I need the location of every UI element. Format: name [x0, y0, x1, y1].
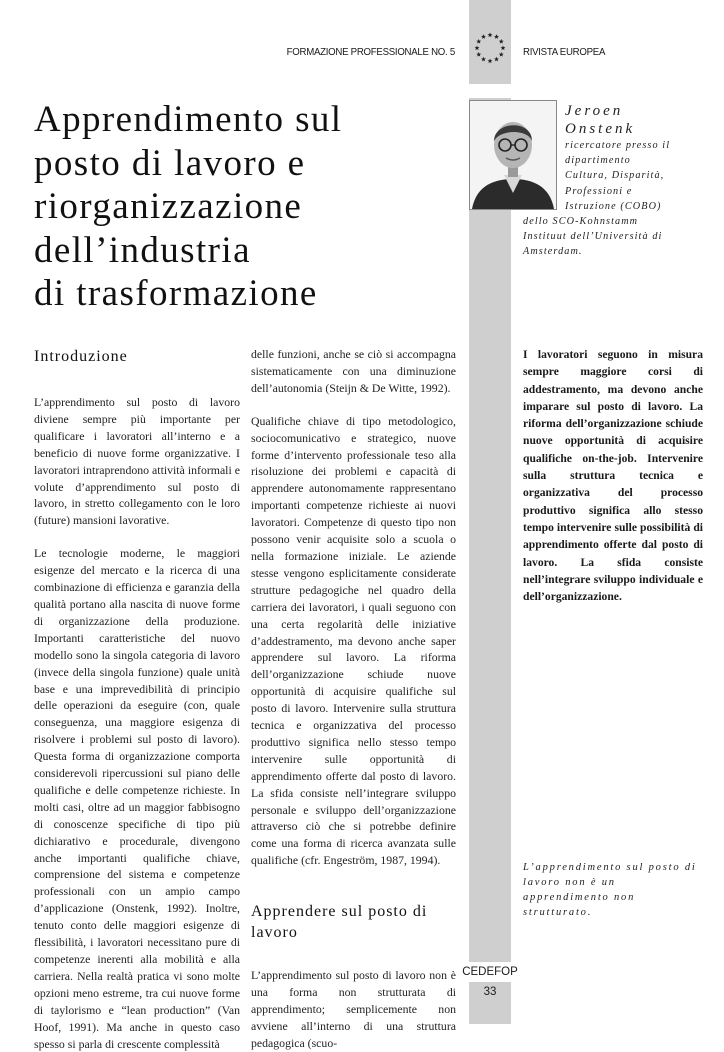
star-icon: [499, 52, 504, 57]
title-line: posto di lavoro e: [34, 142, 306, 184]
star-icon: [499, 39, 504, 44]
paragraph: delle funzioni, anche se ciò si accompagna sistematicamente con una diminuzione dell’autonomia (Steijn & De Witte, 1992).: [251, 347, 456, 395]
star-icon: [501, 45, 506, 50]
title-line: di trasformazione: [34, 273, 318, 314]
publisher-label: CEDEFOP: [458, 962, 522, 982]
star-icon: [488, 58, 493, 63]
paragraph: L’apprendimento sul posto di lavoro diviene sempre più importante per qualificare i lavoratori all’interno e a beneficio di nuove forme organizzative. I lavoratori intraprendono attività informali e volute d’apprendimento sul posto di lavoro, in stretto collegamento con le loro (future) mansioni lavorative.: [34, 395, 240, 528]
author-affiliation: Amsterdam.: [523, 246, 583, 258]
author-affiliation: Istruzione (COBO): [565, 200, 662, 212]
title-line: dell’industria: [34, 229, 251, 271]
title-line: Apprendimento sul: [34, 99, 343, 140]
author-affiliation: dipartimento: [565, 155, 631, 167]
author-affiliation: dello SCO-Kohnstamm: [523, 216, 639, 228]
author-info: [523, 102, 693, 260]
body-column-1: [34, 346, 240, 1052]
star-icon: [476, 39, 481, 44]
star-icon: [488, 32, 493, 37]
star-icon: [481, 34, 486, 39]
page-number: 33: [483, 986, 497, 998]
star-icon: [476, 52, 481, 57]
title-line: riorganizzazione: [34, 186, 303, 227]
journal-title: FORMAZIONE PROFESSIONALE NO. 5: [286, 46, 455, 58]
star-icon: [481, 57, 486, 62]
author-affiliation: Cultura, Disparità,: [565, 170, 665, 182]
author-affiliation: Professioni e: [565, 185, 633, 197]
author-affiliation: Instituut dell’Università di: [523, 231, 663, 243]
author-name: Jeroen: [565, 103, 624, 119]
journal-section: RIVISTA EUROPEA: [523, 46, 606, 58]
section-heading: Introduzione: [34, 348, 128, 365]
band-gap: [469, 84, 511, 98]
paragraph: Qualifiche chiave di tipo metodologico, sociocomunicativo e strategico, nuove forme d’intervento professionale teso alla risoluzione dei problemi e capacità di apprendere autonomamente rappresentano importanti competenze richieste ai nuovi lavoratori. Competenze di questo tipo non possono venir acquisite solo a scuola o nella formazione iniziale. Le aziende stesse vengono esplicitamente considerate strutture pedagogiche nel quadro della carriera dei lavoratori, i quali seguono con una certa regolarità delle iniziative d’addestramento, ma devono anche saper apprendere sul lavoro. La riforma dell’organizzazione schiude nuove opportunità di acquisire qualifiche sul posto di lavoro. Intervenire sulla struttura tecnica e organizzativa del processo produttivo significa nello stesso tempo intervenire sulle opportunità di apprendimento offerte dal posto di lavoro. La sfida consiste nell’integrare sviluppo personale e sviluppo dell’organizzazione attraverso ciò che si potrebbe definire come una forma di ricerca avanzata sulle qualifiche (cfr. Engeström, 1987, 1994).: [251, 413, 456, 868]
star-icon: [475, 45, 480, 50]
article-summary: I lavoratori seguono in misura sempre maggiore corsi di addestramento, ma devono anche imparare sul posto di lavoro. La riforma dell’organizzazione schiude nuove opportunità di acquisire qualifiche on-the-job. Intervenire sulla struttura tecnica e organizzativa del processo produttivo significa allo stesso tempo intervenire sulle possibilità di apprendimento offerte dal posto di lavoro. La sfida consiste nell’integrare sviluppo individuale e dell’organizzazione.: [523, 348, 703, 604]
star-icon: [494, 57, 499, 62]
star-icon: [494, 34, 499, 39]
paragraph: Le tecnologie moderne, le maggiori esigenze del mercato e la ricerca di una combinazione di efficienza e garanzia della qualità portano alla nascita di nuove forme di organizzazione della produzione. Importanti caratteristiche del nuovo modello sono la singola categoria di lavoro (invece della singola funzione) quale unità base e una imprevedibilità di principio delle operazioni da eseguire (con, quale conseguenza, una maggiore esigenza di risolvere i problemi sul posto di lavoro). Questa forma di organizzazione comporta considerevoli ripercussioni sul piano delle qualifiche e delle competenze richieste. In molti casi, oltre ad un maggior fabbisogno di conoscenze specifiche di tipo più dichiarativo e procedurale, divengono anche importanti qualifiche chiave, comprensione del sistema e competenze professionali con un ampio campo d’applicazione (Onstenk, 1992). Inoltre, tenuto conto delle maggiori esigenze di flessibilità, i lavoratori necessitano pure di competenze inerenti alla mobilità e alla carriera. Nella realtà pratica vi sono molte opzioni meno estreme, tra cui nuove forme di taylorismo e “lean production” (Van Hoof, 1991). Ma anche in questo caso spesso si parla di crescente complessità: [34, 546, 240, 1051]
article-title: [34, 98, 464, 316]
body-column-2: [251, 346, 456, 1052]
author-name: Onstenk: [565, 121, 636, 137]
pull-quote: L’apprendimento sul posto di lavoro non è un apprendimento non strutturato.: [523, 862, 697, 918]
eu-stars-icon: [472, 30, 508, 66]
author-affiliation: ricercatore presso il: [565, 140, 671, 151]
section-heading: Apprendere sul posto di lavoro: [251, 903, 428, 942]
paragraph: L’apprendimento sul posto di lavoro non è una forma non strutturata di apprendimento; semplicemente non avviene all’interno di una struttura pedagogica (scuo-: [251, 968, 456, 1050]
